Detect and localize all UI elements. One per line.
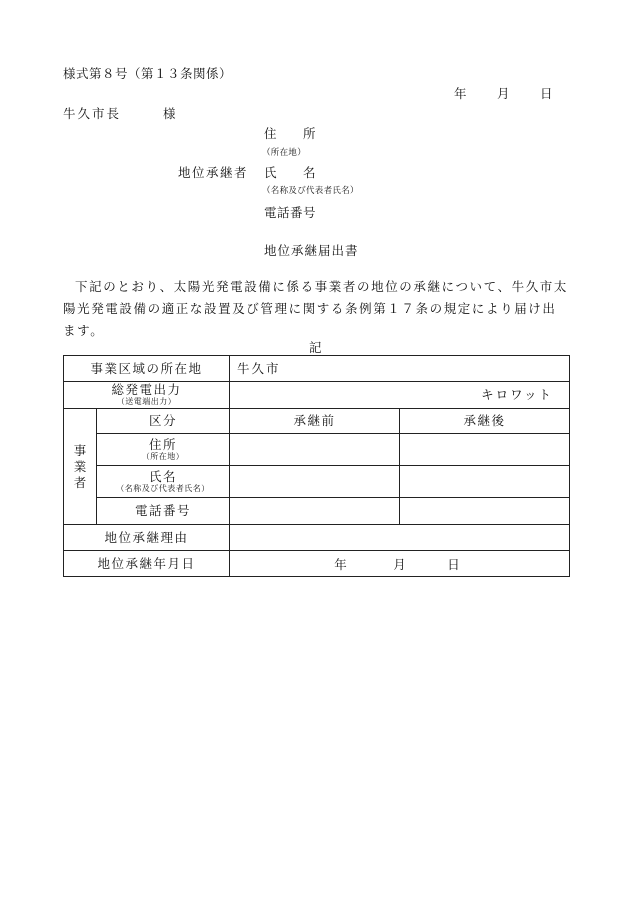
operator-address-label: 住所 bbox=[149, 436, 178, 452]
reason-input[interactable] bbox=[230, 525, 570, 551]
after-header-cell bbox=[400, 409, 570, 434]
location-row bbox=[64, 356, 570, 382]
applicant-phone-label: 電話番号 bbox=[264, 205, 317, 220]
operator-phone-label-cell bbox=[97, 498, 230, 525]
table-date-day: 日 bbox=[447, 556, 460, 572]
succession-table bbox=[63, 355, 570, 577]
date-input[interactable] bbox=[230, 551, 570, 577]
before-header-cell bbox=[230, 409, 400, 434]
operator-phone-row bbox=[64, 498, 570, 525]
before-label: 承継前 bbox=[293, 413, 336, 428]
location-value: 牛久市 bbox=[237, 360, 281, 376]
category-label: 区分 bbox=[149, 413, 178, 428]
date-label-cell bbox=[64, 551, 230, 577]
ki-label: 記 bbox=[309, 340, 323, 355]
output-row bbox=[64, 382, 570, 409]
applicant-role-label: 地位承継者 bbox=[178, 165, 249, 180]
addressee: 牛久市長 bbox=[63, 106, 122, 121]
output-value-cell[interactable] bbox=[230, 382, 570, 409]
operator-address-sub: （所在地） bbox=[141, 451, 185, 461]
output-label: 総発電出力 bbox=[111, 382, 182, 397]
output-unit: キロワット bbox=[481, 387, 554, 402]
body-paragraph: 下記のとおり、太陽光発電設備に係る事業者の地位の承継について、牛久市太陽光発電設備の適正な設置及び管理に関する条例第１７条の規定により届け出ます。 bbox=[63, 279, 569, 338]
reason-label: 地位承継理由 bbox=[104, 529, 189, 545]
operator-address-label-cell bbox=[97, 434, 230, 466]
phone-before-input[interactable] bbox=[230, 498, 400, 525]
phone-after-input[interactable] bbox=[400, 498, 570, 525]
operator-name-sub: （名称及び代表者氏名） bbox=[116, 483, 210, 493]
operator-address-row bbox=[64, 434, 570, 466]
after-label: 承継後 bbox=[463, 413, 506, 428]
honorific: 様 bbox=[163, 106, 177, 121]
document-title: 地位承継届出書 bbox=[264, 243, 359, 258]
name-before-input[interactable] bbox=[230, 466, 400, 498]
date-label: 地位承継年月日 bbox=[97, 555, 196, 571]
operator-phone-label: 電話番号 bbox=[135, 503, 192, 518]
operator-name-row bbox=[64, 466, 570, 498]
operator-name-label-cell bbox=[97, 466, 230, 498]
operator-char-1: 事 bbox=[73, 442, 87, 458]
table-date-year: 年 bbox=[334, 556, 347, 572]
category-cell bbox=[97, 409, 230, 434]
form-number: 様式第８号（第１３条関係） bbox=[63, 66, 233, 81]
table-date-month: 月 bbox=[393, 556, 406, 572]
location-label-cell bbox=[64, 356, 230, 382]
location-label: 事業区域の所在地 bbox=[90, 360, 203, 376]
reason-row bbox=[64, 525, 570, 551]
date-month-label: 月 bbox=[497, 86, 511, 101]
date-day-label: 日 bbox=[540, 86, 554, 101]
applicant-address-sub: （所在地） bbox=[262, 148, 307, 158]
operator-header-row bbox=[64, 409, 570, 434]
name-after-input[interactable] bbox=[400, 466, 570, 498]
operator-vertical-cell bbox=[64, 409, 97, 525]
date-row bbox=[64, 551, 570, 577]
output-sub: （送電端出力） bbox=[116, 397, 177, 406]
operator-char-3: 者 bbox=[73, 474, 87, 490]
reason-label-cell bbox=[64, 525, 230, 551]
address-after-input[interactable] bbox=[400, 434, 570, 466]
operator-name-label: 氏名 bbox=[149, 468, 178, 484]
date-year-label: 年 bbox=[454, 86, 468, 101]
applicant-address-label: 住 所 bbox=[264, 126, 317, 141]
address-before-input[interactable] bbox=[230, 434, 400, 466]
output-label-cell bbox=[64, 382, 230, 409]
location-value-cell[interactable] bbox=[230, 356, 570, 382]
applicant-name-label: 氏 名 bbox=[264, 165, 317, 180]
applicant-name-sub: （名称及び代表者氏名） bbox=[262, 186, 359, 196]
operator-char-2: 業 bbox=[73, 458, 87, 474]
